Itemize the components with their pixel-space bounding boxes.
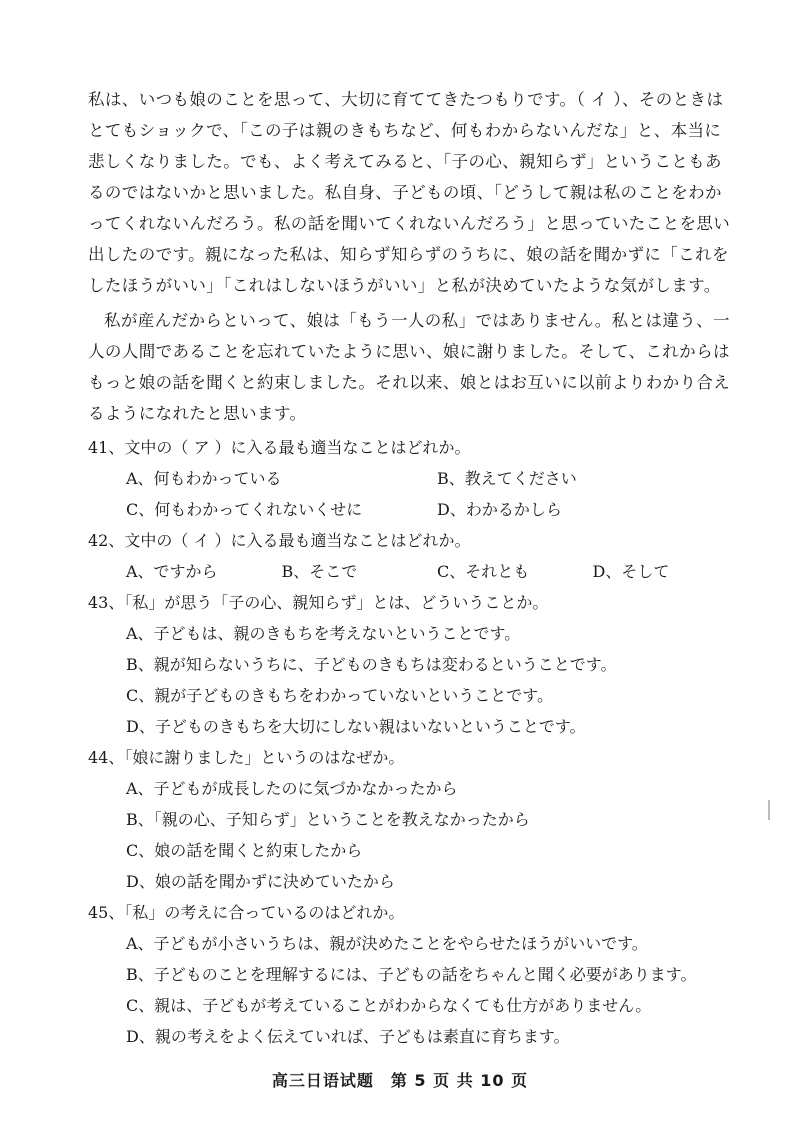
question-stem: 42、文中の（ イ ）に入る最も適当なことはどれか。 xyxy=(88,531,471,550)
question-42 xyxy=(88,525,748,587)
question-stem: 45、「私」の考えに合っているのはどれか。 xyxy=(88,903,405,922)
passage-paragraph-1: 私は、いつも娘のことを思って、大切に育ててきたつもりです。（ イ ）、そのときはとてもショックで、「この子は親のきもちなど、何もわからないんだな」と、本当に悲しくなりました。でも、よく考えてみると、「子の心、親知らず」ということもあるのではないかと思いました。私自身、子どもの頃、「どうして親は私のことをわかってくれないんだろう。私の話を聞いてくれないんだろう」と思っていたことを思い出したのです。親になった私は、知らず知らずのうちに、娘の話を聞かずに「これをしたほうがいい」「これはしないほうがいい」と私が決めていたような気がします。 xyxy=(88,90,731,295)
option-c: C、それとも xyxy=(437,562,530,581)
option-d: D、そして xyxy=(592,562,670,581)
question-45 xyxy=(88,897,748,1052)
question-44 xyxy=(88,742,748,897)
option-a: A、子どもが小さいうちは、親が決めたことをやらせたほうがいいです。 xyxy=(126,934,648,953)
question-list xyxy=(88,432,748,1052)
question-stem: 44、「娘に謝りました」というのはなぜか。 xyxy=(88,748,405,767)
option-a: A、ですから xyxy=(126,562,218,581)
option-b: B、そこで xyxy=(281,562,358,581)
reading-passage xyxy=(88,84,738,429)
page-footer: 高三日语试题 第 5 页 共 10 页 xyxy=(271,1071,529,1090)
option-d: D、親の考えをよく伝えていれば、子どもは素直に育ちます。 xyxy=(126,1027,570,1046)
option-a: A、子どもが成長したのに気づかなかったから xyxy=(126,779,458,798)
option-d: D、娘の話を聞かずに決めていたから xyxy=(126,872,395,891)
option-row xyxy=(88,494,748,525)
option-row xyxy=(88,463,748,494)
question-43 xyxy=(88,587,748,742)
option-row xyxy=(88,556,748,587)
option-c: C、親が子どものきもちをわかっていないということです。 xyxy=(126,686,553,705)
option-a: A、何もわかっている xyxy=(126,469,282,488)
option-c: C、親は、子どもが考えていることがわからなくても仕方がありません。 xyxy=(126,996,652,1015)
question-41 xyxy=(88,432,748,525)
passage-paragraph-2: 私が産んだからといって、娘は「もう一人の私」ではありません。私とは違う、一人の人間であることを忘れていたように思い、娘に謝りました。そして、これからはもっと娘の話を聞くと約束しました。それ以来、娘とはお互いに以前よりわかり合えるようになれたと思います。 xyxy=(88,311,731,423)
question-stem: 41、文中の（ ア ）に入る最も適当なことはどれか。 xyxy=(88,438,471,457)
option-b: B、子どものことを理解するには、子どもの話をちゃんと聞く必要があります。 xyxy=(126,965,697,984)
option-d: D、子どものきもちを大切にしない親はいないということです。 xyxy=(126,717,586,736)
question-stem: 43、「私」が思う「子の心、親知らず」とは、どういうことか。 xyxy=(88,593,549,612)
option-c: C、娘の話を聞くと約束したから xyxy=(126,841,363,860)
option-b: B、教えてください xyxy=(437,469,577,488)
scan-artifact-mark xyxy=(768,800,770,820)
option-b: B、「親の心、子知らず」ということを教えなかったから xyxy=(126,810,530,829)
option-a: A、子どもは、親のきもちを考えないということです。 xyxy=(126,624,521,643)
option-c: C、何もわかってくれないくせに xyxy=(126,500,363,519)
option-d: D、わかるかしら xyxy=(437,500,562,519)
option-b: B、親が知らないうちに、子どものきもちは変わるということです。 xyxy=(126,655,617,674)
